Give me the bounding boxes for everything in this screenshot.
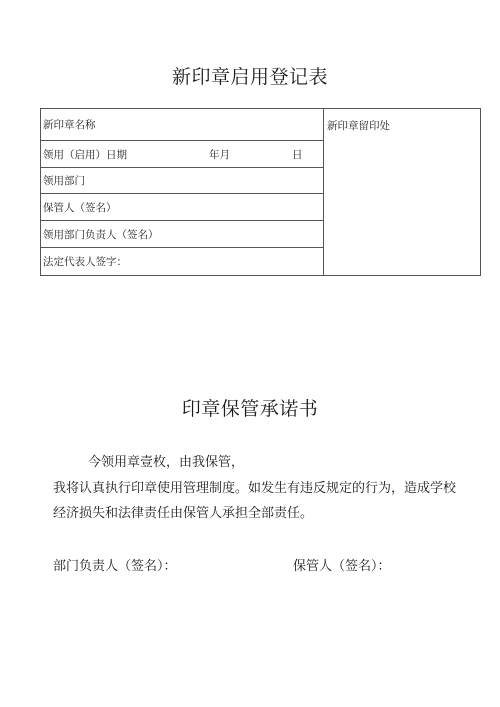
department-cell[interactable] [41,168,324,194]
dept-head-signature-label: 部门负责人（签名）： [53,559,177,574]
form-title: 新印章启用登记表 [171,66,328,88]
keeper-signature-label: 保管人（签名）： [293,559,391,574]
new-seal-name-label: 新印章名称 [43,119,96,131]
new-seal-name-cell[interactable] [41,109,324,141]
keeper-label: 保管人（签名） [43,201,117,214]
date-cell[interactable] [41,141,324,168]
keeper-cell[interactable] [41,194,324,221]
pledge-line-3: 经济损失和法律责任由保管人承担全部责任。 [53,506,314,521]
legal-rep-label: 法定代表人签字： [43,256,127,268]
date-label: 领用（启用）日期 [43,148,127,161]
seal-imprint-area[interactable] [324,109,481,276]
legal-rep-cell[interactable] [41,248,324,276]
seal-imprint-label: 新印章留印处 [327,120,390,132]
date-year-month: 年月 [209,148,230,161]
pledge-line-2: 我将认真执行印章使用管理制度。如发生有违反规定的行为，造成学校 [53,481,457,496]
date-day: 日 [292,148,303,161]
dept-head-label: 领用部门负责人（签名） [43,228,159,241]
department-label: 领用部门 [43,175,85,187]
dept-head-cell[interactable] [41,221,324,248]
seal-registration-table [40,108,481,276]
pledge-line-1: 今领用章壹枚，由我保管， [88,455,245,470]
pledge-title: 印章保管承诺书 [181,398,319,420]
